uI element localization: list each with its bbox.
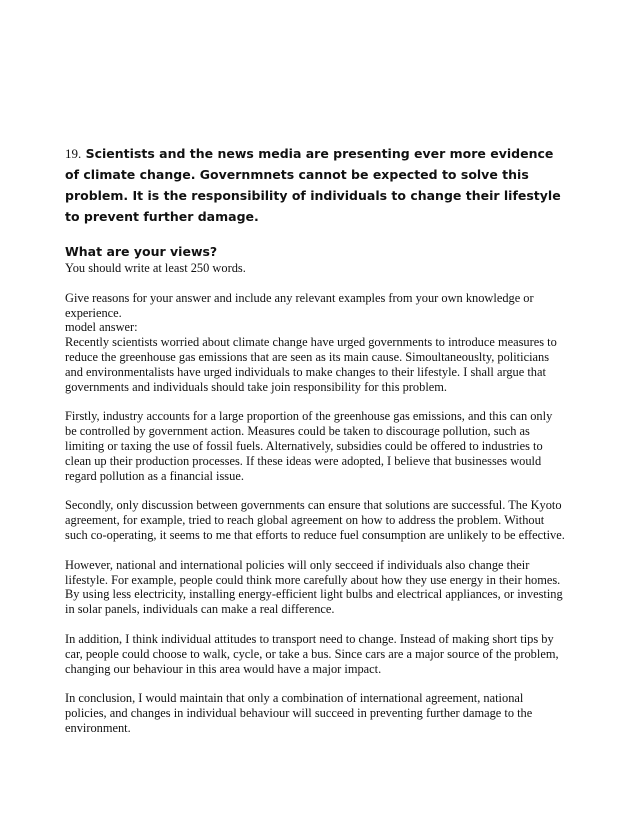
- question-prompt: [65, 143, 565, 227]
- instructions: Give reasons for your answer and include any relevant examples from your own knowledge or experience.: [65, 290, 534, 320]
- paragraph-in-addition: In addition, I think individual attitudes to transport need to change. Instead of making short tips by car, people could choose to walk, cycle, or take a bus. Since cars are a major source of the problem, changing our behaviour in this area would have a major impact.: [65, 631, 559, 676]
- paragraph-firstly: Firstly, industry accounts for a large proportion of the greenhouse gas emissions, and this can only be controlled by government action. Measures could be taken to discourage pollution, such as limiting or taxing the use of fossil fuels. Alternatively, subsidies could be offered to industries to clean up their production processes. If these ideas were adopted, I believe that businesses would regard pollution as a financial issue.: [65, 409, 553, 483]
- word-limit: You should write at least 250 words.: [65, 261, 246, 275]
- paragraph-secondly: Secondly, only discussion between governments can ensure that solutions are successful. The Kyoto agreement, for example, tried to reach global agreement on how to address the problem. Without such co-operating, it seems to me that efforts to reduce fuel consumption are unlikely to be effective.: [65, 498, 565, 542]
- question-number: 19.: [65, 146, 82, 161]
- document-page: [65, 143, 565, 736]
- paragraph-intro: Recently scientists worried about climate change have urged governments to introduce measures to reduce the greenhouse gas emissions that are seen as its main cause. Simoultaneouslty, politicians and environmentalists have urged individuals to make changes to their lifestyle. I shall argue that governments and individuals should take join responsibility for this problem.: [65, 335, 557, 394]
- views-heading: What are your views?: [65, 244, 218, 259]
- paragraph-conclusion: In conclusion, I would maintain that only a combination of international agreement, national policies, and changes in individual behaviour will succeed in preventing further damage to the environment.: [65, 691, 533, 735]
- model-answer-label: model answer:: [65, 320, 138, 335]
- question-text: Scientists and the news media are presenting ever more evidence of climate change. Governmnets cannot be expected to solve this problem. It is the responsibility of individuals to change their lifestyle to prevent further damage.: [65, 146, 561, 224]
- paragraph-however: However, national and international policies will only secceed if individuals also change their lifestyle. For example, people could think more carefully about how they use energy in their homes. By using less electricity, installing energy-efficient light bulbs and electrical appliances, or investing in solar panels, individuals can make a real difference.: [65, 557, 563, 617]
